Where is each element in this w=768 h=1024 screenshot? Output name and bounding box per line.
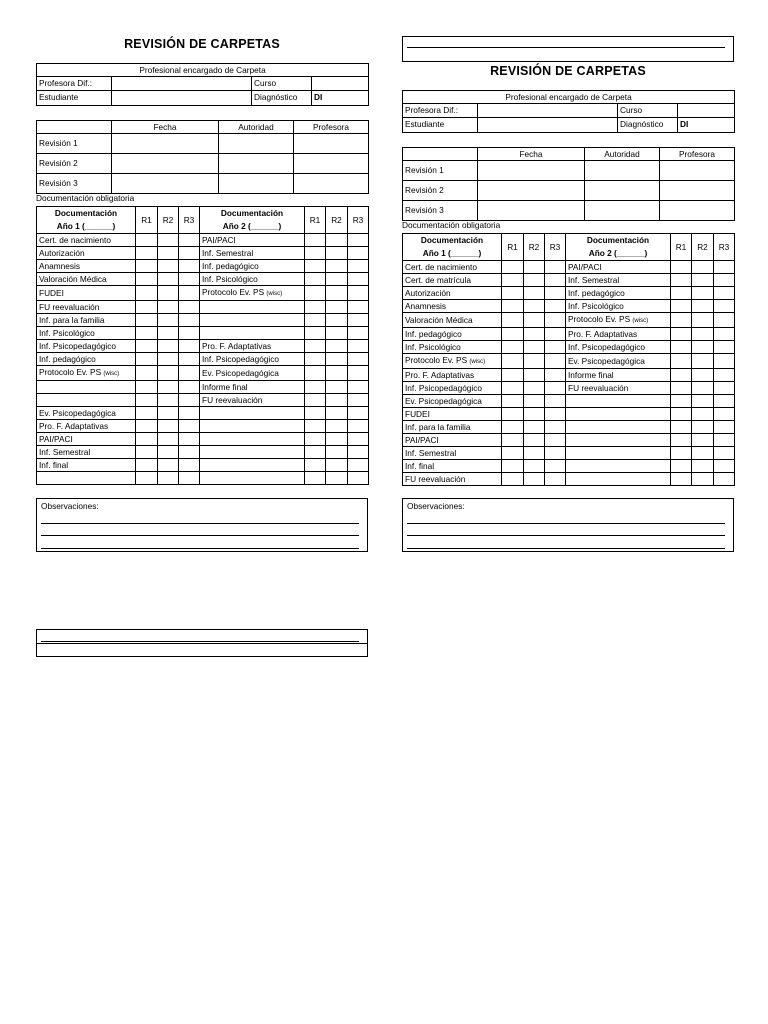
right-title: REVISIÓN DE CARPETAS [490, 64, 646, 78]
right-check-ano1-r2[interactable] [524, 354, 545, 369]
left-curso-label: Curso [252, 77, 312, 91]
right-check-ano2-r1[interactable] [671, 300, 692, 313]
right-doc-item-ano2 [566, 460, 671, 473]
right-revision-1: Revisión 1 [403, 161, 478, 181]
right-r3-header-2: R3 [714, 234, 735, 261]
right-check-ano1-r1[interactable] [502, 354, 524, 369]
right-doc-header-2: Documentación [566, 234, 671, 248]
right-doc-item-ano1: Protocolo Ev. PS (wisc) [403, 354, 502, 369]
left-doc-item-ano1: Autorización [37, 247, 136, 260]
left-ano1-header: Año 1 (______) [37, 220, 136, 234]
left-estudiante-label: Estudiante [37, 91, 112, 105]
right-doc-item-ano2: Pro. F. Adaptativas [566, 328, 671, 341]
right-doc-item-ano2: Protocolo Ev. PS (wisc) [566, 313, 671, 328]
right-doc-row [403, 421, 735, 434]
right-doc-item-ano2: FU reevaluación [566, 382, 671, 395]
left-r3-header-1: R3 [179, 207, 200, 234]
left-doc-item-ano2: Inf. Semestral [200, 247, 305, 260]
right-doc-item-ano2 [566, 473, 671, 486]
right-doc-item-ano1: Inf. para la familia [403, 421, 502, 434]
left-ano2-header: Año 2 (______) [200, 220, 305, 234]
right-estudiante-field[interactable] [478, 118, 618, 132]
right-profesora-field[interactable] [478, 104, 618, 118]
right-check-ano1-r1[interactable] [502, 421, 524, 434]
right-check-ano1-r3[interactable] [545, 287, 566, 300]
right-check-ano2-r2[interactable] [692, 473, 714, 486]
right-autoridad-header: Autoridad [585, 148, 660, 161]
right-doc-item-ano2: Inf. Psicopedagógico [566, 341, 671, 354]
left-doc-item-ano2: Pro. F. Adaptativas [200, 340, 305, 353]
right-doc-item-ano1: Inf. Psicopedagógico [403, 382, 502, 395]
right-ano2-header: Año 2 (______) [566, 247, 671, 261]
right-check-ano2-r1[interactable] [671, 261, 692, 274]
left-diagnostico-label: Diagnóstico [252, 91, 312, 105]
right-check-ano1-r2[interactable] [524, 473, 545, 486]
right-doc-row [403, 434, 735, 447]
right-check-ano2-r1[interactable] [671, 313, 692, 328]
right-check-ano1-r2[interactable] [524, 261, 545, 274]
right-check-ano2-r1[interactable] [671, 434, 692, 447]
right-top-box [402, 36, 734, 62]
right-check-ano2-r3[interactable] [714, 447, 735, 460]
right-top-line[interactable] [407, 47, 725, 48]
right-doc-row [403, 341, 735, 354]
right-observaciones-label: Observaciones: [407, 501, 465, 511]
left-doc-item-ano2: Protocolo Ev. PS (wisc) [200, 286, 305, 301]
right-doc-item-ano1: Inf. pedagógico [403, 328, 502, 341]
right-doc-row [403, 354, 735, 369]
right-check-ano1-r1[interactable] [502, 300, 524, 313]
right-doc-item-ano1: PAI/PACI [403, 434, 502, 447]
left-doc-item-ano1: Pro. F. Adaptativas [37, 420, 136, 433]
right-obs-line-1[interactable] [407, 523, 725, 524]
right-doc-item-ano1: Cert. de nacimiento [403, 261, 502, 274]
right-check-ano2-r1[interactable] [671, 421, 692, 434]
right-check-ano1-r2[interactable] [524, 447, 545, 460]
right-check-ano1-r2[interactable] [524, 287, 545, 300]
right-doc-item-ano2: Inf. Semestral [566, 274, 671, 287]
right-check-ano1-r1[interactable] [502, 473, 524, 486]
left-profesora-label: Profesora Dif.: [37, 77, 112, 91]
right-check-ano1-r1[interactable] [502, 369, 524, 382]
right-check-ano2-r3[interactable] [714, 313, 735, 328]
right-doc-item-ano1: Inf. Semestral [403, 447, 502, 460]
right-r1-header-1: R1 [502, 234, 524, 261]
right-curso-label: Curso [618, 104, 678, 118]
left-title: REVISIÓN DE CARPETAS [124, 37, 280, 51]
right-doc-item-ano2 [566, 434, 671, 447]
right-doc-item-ano1: FU reevaluación [403, 473, 502, 486]
left-doc-item-ano1: Protocolo Ev. PS (wisc) [37, 366, 136, 381]
right-check-ano1-r2[interactable] [524, 300, 545, 313]
left-doc-obligatoria: Documentación obligatoria [36, 193, 135, 203]
right-check-ano1-r3[interactable] [545, 313, 566, 328]
left-doc-header-2: Documentación [200, 207, 305, 221]
right-estudiante-label: Estudiante [403, 118, 478, 132]
left-doc-item-ano1: Valoración Médica [37, 273, 136, 286]
right-check-ano2-r3[interactable] [714, 341, 735, 354]
left-revision-3: Revisión 3 [37, 174, 112, 194]
right-check-ano1-r3[interactable] [545, 395, 566, 408]
left-doc-item-ano2: PAI/PACI [200, 234, 305, 247]
right-doc-item-ano2: Inf. Psicológico [566, 300, 671, 313]
right-doc-table [402, 233, 735, 486]
right-doc-item-ano1: Ev. Psicopedagógica [403, 395, 502, 408]
right-check-ano2-r2[interactable] [692, 369, 714, 382]
left-doc-item-ano1: Inf. Semestral [37, 446, 136, 459]
left-r1-header-1: R1 [136, 207, 158, 234]
right-profesional-header: Profesional encargado de Carpeta [403, 91, 735, 104]
right-doc-item-ano2 [566, 408, 671, 421]
right-check-ano2-r3[interactable] [714, 274, 735, 287]
right-check-ano1-r1[interactable] [502, 447, 524, 460]
right-check-ano1-r3[interactable] [545, 274, 566, 287]
left-doc-item-ano1: Inf. Psicológico [37, 327, 136, 340]
right-check-ano2-r1[interactable] [671, 287, 692, 300]
right-doc-item-ano1: Inf. final [403, 460, 502, 473]
right-doc-row [403, 447, 735, 460]
right-check-ano2-r1[interactable] [671, 408, 692, 421]
right-check-ano2-r2[interactable] [692, 274, 714, 287]
right-check-ano2-r3[interactable] [714, 460, 735, 473]
right-doc-item-ano2: Inf. pedagógico [566, 287, 671, 300]
right-doc-item-ano1: Cert. de matrícula [403, 274, 502, 287]
right-check-ano2-r2[interactable] [692, 434, 714, 447]
right-check-ano2-r1[interactable] [671, 341, 692, 354]
right-check-ano1-r2[interactable] [524, 421, 545, 434]
right-check-ano2-r2[interactable] [692, 354, 714, 369]
right-check-ano2-r2[interactable] [692, 460, 714, 473]
right-check-ano1-r2[interactable] [524, 341, 545, 354]
right-check-ano2-r2[interactable] [692, 261, 714, 274]
right-check-ano2-r3[interactable] [714, 354, 735, 369]
right-doc-item-ano2 [566, 395, 671, 408]
left-r2-header-2: R2 [326, 207, 348, 234]
right-doc-header-1: Documentación [403, 234, 502, 248]
right-check-ano2-r3[interactable] [714, 261, 735, 274]
right-check-ano2-r2[interactable] [692, 328, 714, 341]
right-check-ano2-r1[interactable] [671, 460, 692, 473]
right-check-ano2-r3[interactable] [714, 434, 735, 447]
right-doc-item-ano1: Valoración Médica [403, 313, 502, 328]
left-r2-header-1: R2 [158, 207, 179, 234]
right-check-ano1-r1[interactable] [502, 408, 524, 421]
left-doc-item-ano1: Anamnesis [37, 260, 136, 273]
right-doc-item-ano2: Informe final [566, 369, 671, 382]
right-r3-header-1: R3 [545, 234, 566, 261]
right-doc-obligatoria: Documentación obligatoria [402, 220, 501, 230]
right-doc-item-ano1: FUDEI [403, 408, 502, 421]
right-check-ano2-r3[interactable] [714, 395, 735, 408]
right-check-ano1-r1[interactable] [502, 382, 524, 395]
right-check-ano1-r3[interactable] [545, 354, 566, 369]
right-check-ano2-r1[interactable] [671, 369, 692, 382]
right-check-ano1-r1[interactable] [502, 328, 524, 341]
right-check-ano1-r1[interactable] [502, 313, 524, 328]
left-doc-item-ano1: Inf. pedagógico [37, 353, 136, 366]
left-doc-item-ano1: Inf. para la familia [37, 314, 136, 327]
left-profesional-header: Profesional encargado de Carpeta [37, 64, 369, 77]
right-check-ano1-r3[interactable] [545, 408, 566, 421]
right-check-ano1-r3[interactable] [545, 382, 566, 395]
left-doc-item-ano2: Inf. Psicológico [200, 273, 305, 286]
left-doc-item-ano1: Inf. Psicopedagógico [37, 340, 136, 353]
right-fecha-header: Fecha [478, 148, 585, 161]
right-check-ano2-r3[interactable] [714, 382, 735, 395]
right-check-ano1-r3[interactable] [545, 447, 566, 460]
right-doc-row [403, 328, 735, 341]
right-r1-header-2: R1 [671, 234, 692, 261]
right-check-ano2-r1[interactable] [671, 354, 692, 369]
left-doc-item-ano2: Inf. Psicopedagógico [200, 353, 305, 366]
right-check-ano2-r3[interactable] [714, 473, 735, 486]
right-check-ano2-r3[interactable] [714, 300, 735, 313]
right-check-ano1-r2[interactable] [524, 382, 545, 395]
right-doc-row [403, 473, 735, 486]
right-check-ano1-r1[interactable] [502, 287, 524, 300]
right-check-ano2-r3[interactable] [714, 408, 735, 421]
right-check-ano2-r1[interactable] [671, 274, 692, 287]
right-check-ano1-r3[interactable] [545, 261, 566, 274]
right-doc-row [403, 395, 735, 408]
right-doc-row [403, 382, 735, 395]
left-fecha-header: Fecha [112, 121, 219, 134]
right-check-ano1-r2[interactable] [524, 274, 545, 287]
right-check-ano2-r2[interactable] [692, 313, 714, 328]
right-doc-item-ano1: Inf. Psicológico [403, 341, 502, 354]
right-check-ano2-r2[interactable] [692, 300, 714, 313]
right-check-ano2-r1[interactable] [671, 382, 692, 395]
right-doc-item-ano1: Pro. F. Adaptativas [403, 369, 502, 382]
right-check-ano2-r3[interactable] [714, 421, 735, 434]
right-doc-item-ano2: PAI/PACI [566, 261, 671, 274]
right-ano1-header: Año 1 (______) [403, 247, 502, 261]
right-doc-row [403, 261, 735, 274]
right-doc-item-ano1: Autorización [403, 287, 502, 300]
right-check-ano1-r3[interactable] [545, 434, 566, 447]
left-doc-item-ano1: FU reevaluación [37, 301, 136, 314]
right-check-ano1-r2[interactable] [524, 434, 545, 447]
right-check-ano1-r2[interactable] [524, 460, 545, 473]
right-check-ano1-r3[interactable] [545, 369, 566, 382]
right-obs-line-2[interactable] [407, 535, 725, 536]
right-check-ano1-r2[interactable] [524, 408, 545, 421]
right-check-ano1-r3[interactable] [545, 341, 566, 354]
right-profesora-label: Profesora Dif.: [403, 104, 478, 118]
right-doc-item-ano2 [566, 447, 671, 460]
right-check-ano1-r1[interactable] [502, 274, 524, 287]
right-check-ano2-r3[interactable] [714, 287, 735, 300]
left-doc-item-ano1: Cert. de nacimiento [37, 234, 136, 247]
right-check-ano1-r3[interactable] [545, 460, 566, 473]
right-check-ano2-r2[interactable] [692, 408, 714, 421]
right-observaciones-box [402, 498, 734, 552]
right-check-ano1-r3[interactable] [545, 328, 566, 341]
left-doc-item-ano2: Inf. pedagógico [200, 260, 305, 273]
left-revision-2: Revisión 2 [37, 154, 112, 174]
right-revision-2: Revisión 2 [403, 181, 478, 201]
right-check-ano2-r2[interactable] [692, 287, 714, 300]
left-autoridad-header: Autoridad [219, 121, 294, 134]
right-doc-item-ano1: Anamnesis [403, 300, 502, 313]
right-check-ano2-r1[interactable] [671, 328, 692, 341]
right-check-ano2-r1[interactable] [671, 447, 692, 460]
right-doc-row [403, 300, 735, 313]
right-doc-row [403, 274, 735, 287]
right-doc-row [403, 408, 735, 421]
right-check-ano1-r1[interactable] [502, 460, 524, 473]
left-doc-item-ano1: PAI/PACI [37, 433, 136, 446]
right-check-ano1-r3[interactable] [545, 473, 566, 486]
left-revision-1: Revisión 1 [37, 134, 112, 154]
right-doc-item-ano2 [566, 421, 671, 434]
right-curso-field[interactable] [678, 104, 735, 118]
left-doc-item-ano2: Ev. Psicopedagógica [200, 366, 305, 381]
right-doc-row [403, 460, 735, 473]
right-revision-table [402, 147, 735, 221]
right-check-ano1-r1[interactable] [502, 434, 524, 447]
right-doc-item-ano2: Ev. Psicopedagógica [566, 354, 671, 369]
right-check-ano1-r3[interactable] [545, 300, 566, 313]
left-doc-item-ano2: Informe final [200, 381, 305, 394]
right-check-ano1-r2[interactable] [524, 369, 545, 382]
left-doc-header-1: Documentación [37, 207, 136, 221]
left-doc-item-ano1: Ev. Psicopedagógica [37, 407, 136, 420]
right-profesora-header: Profesora [660, 148, 735, 161]
right-check-ano2-r3[interactable] [714, 369, 735, 382]
right-check-ano2-r2[interactable] [692, 341, 714, 354]
right-check-ano1-r2[interactable] [524, 313, 545, 328]
left-doc-item-ano1: Inf. final [37, 459, 136, 472]
left-diagnostico-value: DI [312, 91, 369, 105]
right-obs-line-3[interactable] [407, 548, 725, 549]
right-check-ano2-r2[interactable] [692, 382, 714, 395]
right-diagnostico-value: DI [678, 118, 735, 132]
left-doc-item-ano2: FU reevaluación [200, 394, 305, 407]
right-check-ano1-r3[interactable] [545, 421, 566, 434]
right-doc-row [403, 369, 735, 382]
left-observaciones-label: Observaciones: [41, 501, 99, 511]
right-check-ano2-r2[interactable] [692, 447, 714, 460]
right-doc-row [403, 287, 735, 300]
right-check-ano2-r3[interactable] [714, 328, 735, 341]
right-check-ano2-r1[interactable] [671, 395, 692, 408]
left-profesora-header: Profesora [294, 121, 369, 134]
right-info-table [402, 90, 735, 133]
right-check-ano2-r1[interactable] [671, 473, 692, 486]
right-check-ano1-r2[interactable] [524, 395, 545, 408]
right-check-ano1-r1[interactable] [502, 395, 524, 408]
right-check-ano1-r1[interactable] [502, 261, 524, 274]
left-r1-header-2: R1 [305, 207, 326, 234]
right-r2-header-1: R2 [524, 234, 545, 261]
right-diagnostico-label: Diagnóstico [618, 118, 678, 132]
right-check-ano2-r2[interactable] [692, 395, 714, 408]
right-check-ano1-r1[interactable] [502, 341, 524, 354]
right-revision-3: Revisión 3 [403, 201, 478, 221]
right-r2-header-2: R2 [692, 234, 714, 261]
left-doc-item-ano1: FUDEI [37, 286, 136, 301]
right-doc-row [403, 313, 735, 328]
left-r3-header-2: R3 [348, 207, 369, 234]
right-check-ano1-r2[interactable] [524, 328, 545, 341]
right-check-ano2-r2[interactable] [692, 421, 714, 434]
